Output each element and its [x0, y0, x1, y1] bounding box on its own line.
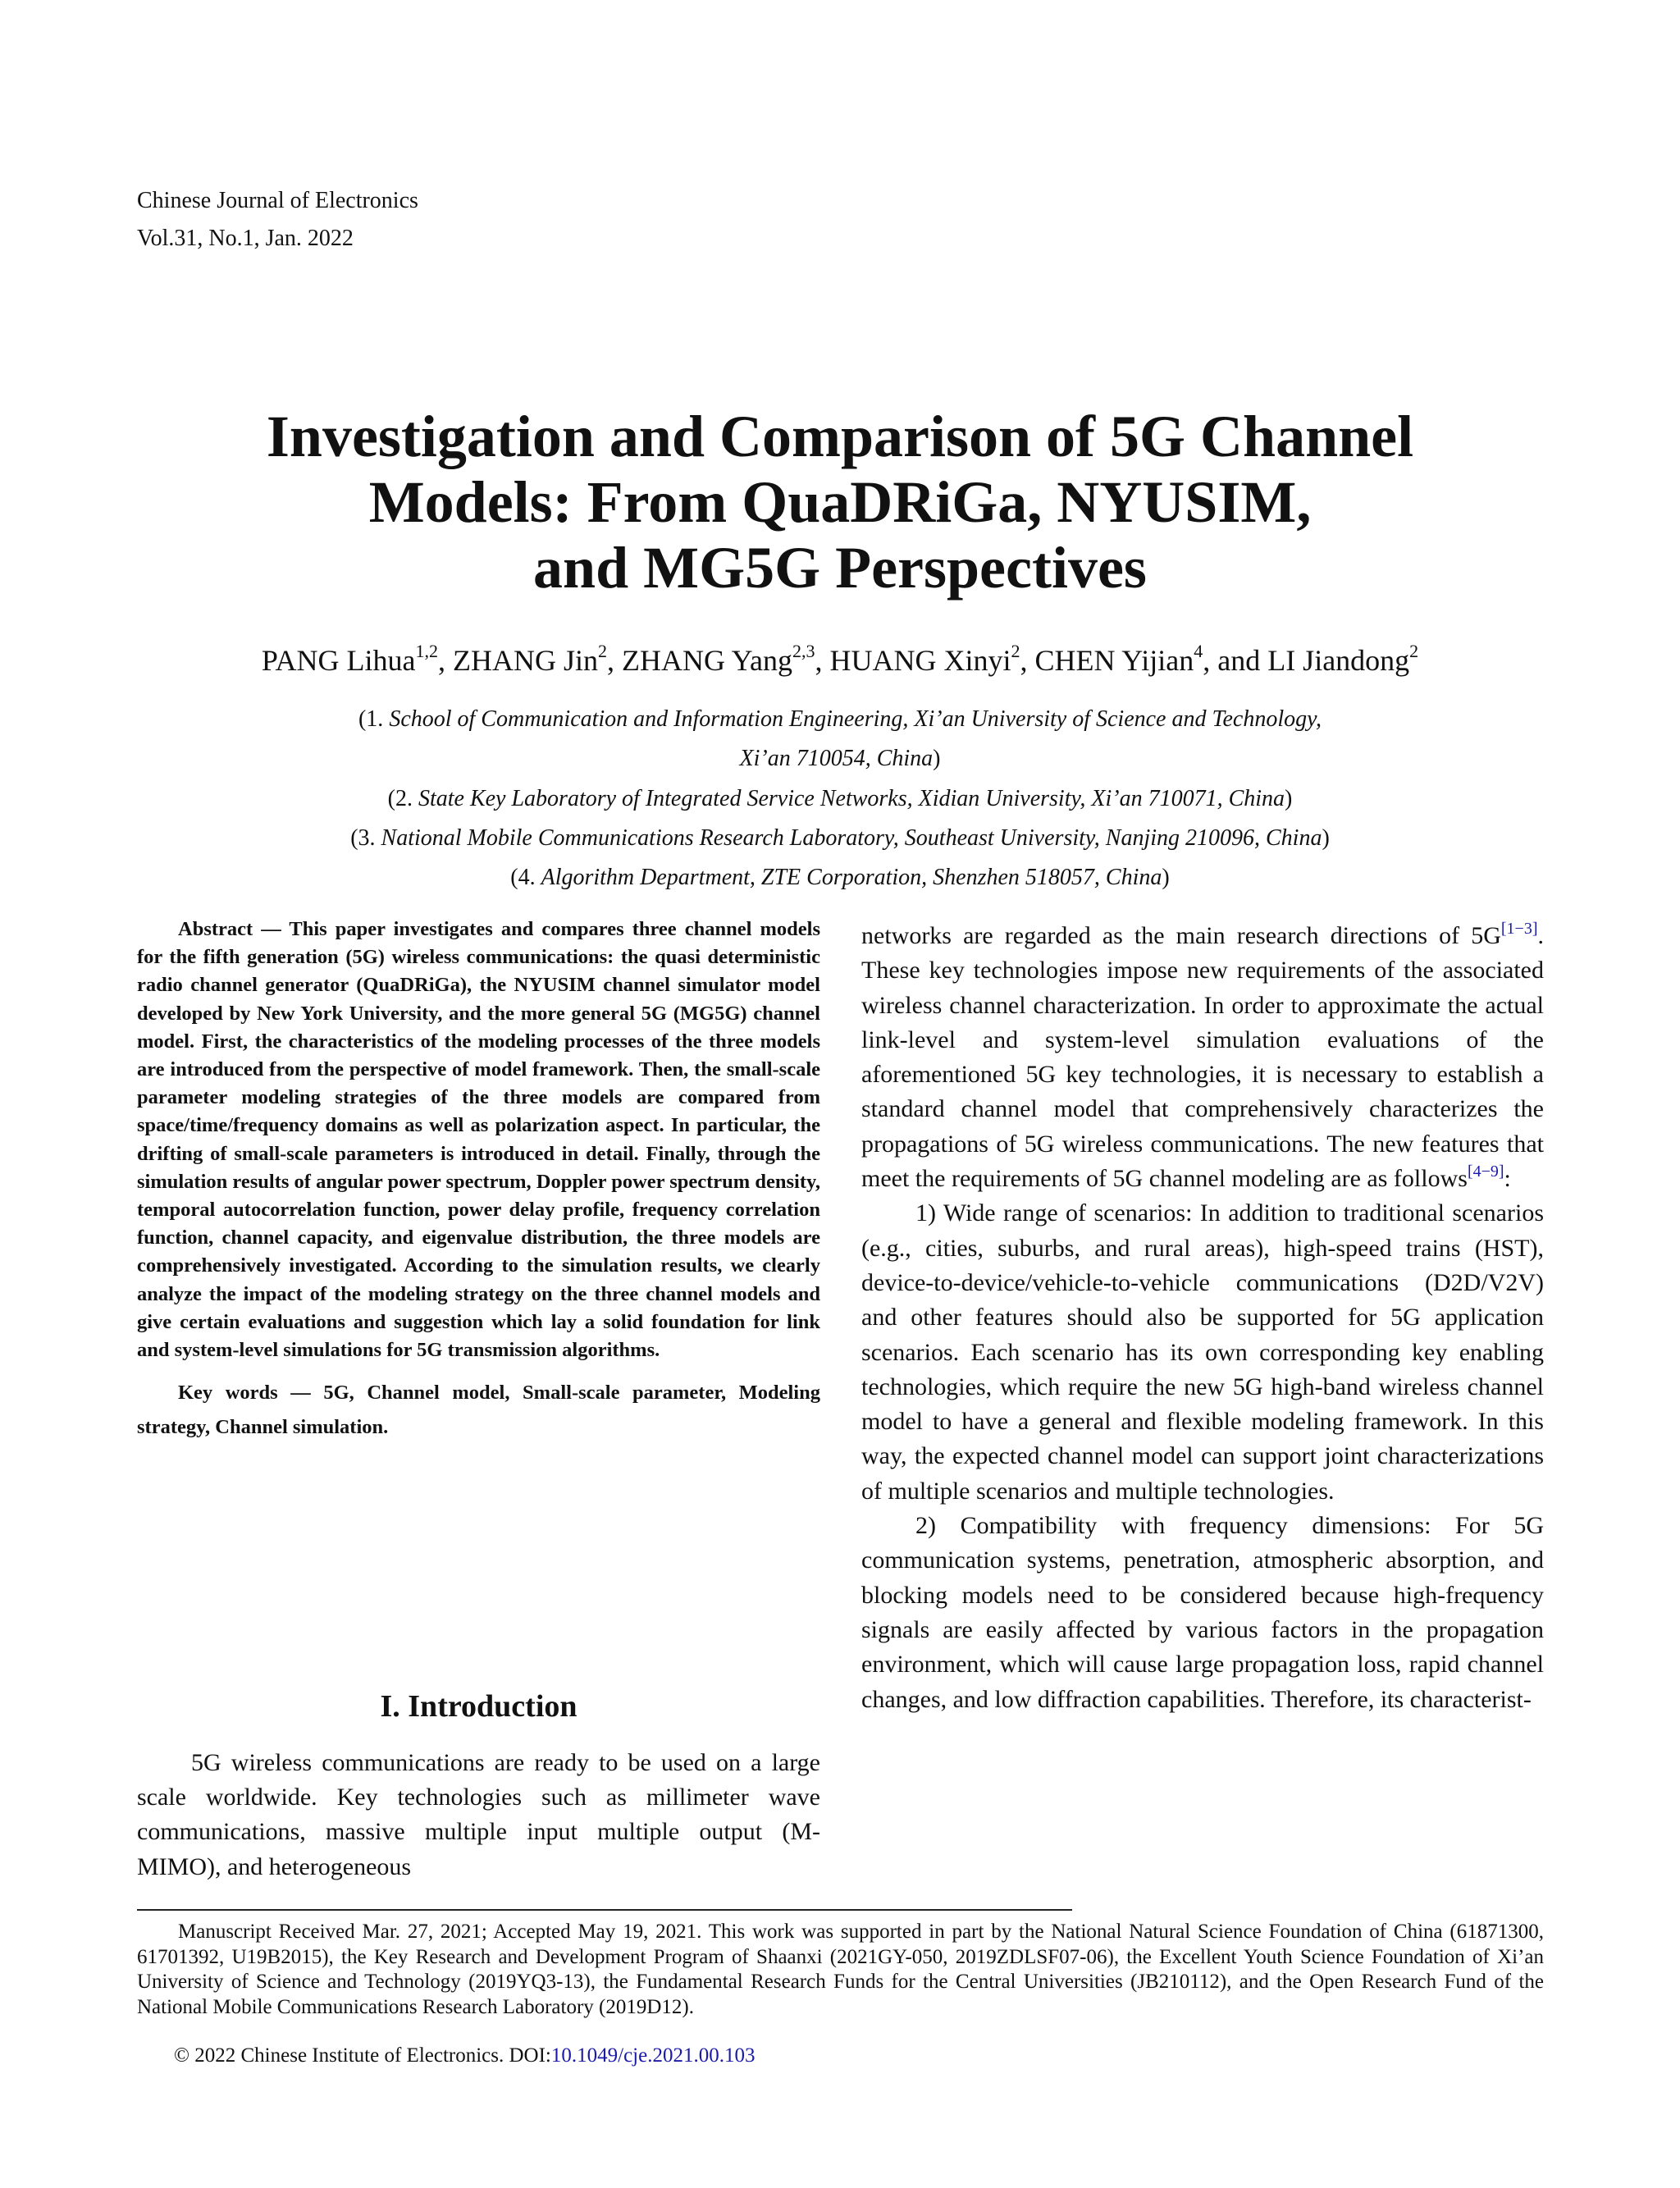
affiliation-text: State Key Laboratory of Integrated Service Networks, Xidian University, Xi’an 710071, China [418, 786, 1285, 811]
paragraph-text: . These key technologies impose new requirements of the associated wireless channel characterization. In order to approximate the actual link-level and system-level simulation evaluations of the aforementioned 5G key technologies, it is necessary to establish a standard channel model that comprehensively characterizes the propagations of 5G wireless communications. The new features that meet the requirements of 5G channel modeling are as follows [861, 922, 1544, 1193]
author-affil-mark: 2 [1409, 641, 1419, 661]
intro-left-column [137, 1746, 820, 1884]
citation-link[interactable]: [4−9] [1467, 1163, 1504, 1181]
footnote-divider [137, 1909, 1072, 1911]
author-affil-mark: 4 [1194, 641, 1203, 661]
author-affil-mark: 2,3 [792, 641, 815, 661]
affiliation-number: (4. [510, 865, 541, 890]
title-line-3: and MG5G Perspectives [533, 535, 1147, 601]
affiliation-number: (3. [350, 825, 381, 851]
author-separator: , and [1203, 644, 1268, 677]
paragraph-text: : [1504, 1165, 1511, 1193]
body-paragraph [861, 919, 1544, 1196]
author-separator: , [607, 644, 623, 677]
author: PANG Lihua [261, 644, 416, 677]
affiliation-2 [197, 779, 1483, 819]
author-separator: , [815, 644, 830, 677]
copyright-text: © 2022 Chinese Institute of Electronics. DOI: [174, 2044, 551, 2067]
affiliation-close: ) [1285, 786, 1293, 811]
journal-name: Chinese Journal of Electronics [137, 188, 418, 213]
affiliation-4 [197, 858, 1483, 898]
author-affil-mark: 2 [598, 641, 608, 661]
author: LI Jiandong [1267, 644, 1410, 677]
title-line-2: Models: From QuaDRiGa, NYUSIM, [368, 469, 1312, 535]
citation-link[interactable]: [1−3] [1500, 920, 1538, 938]
doi-link[interactable]: 10.1049/cje.2021.00.103 [550, 2044, 756, 2067]
author: ZHANG Yang [622, 644, 793, 677]
affiliation-close: ) [1162, 865, 1170, 890]
author: HUANG Xinyi [829, 644, 1011, 677]
abstract-block [137, 916, 820, 1445]
body-paragraph: 2) Compatibility with frequency dimensions: For 5G communication systems, penetration, atmospheric absorption, and blocking models need to be considered because high-frequency signals are easily affected by various factors in the propagation environment, which will cause large propagation loss, rapid channel changes, and low diffraction capabilities. Therefore, its characterist- [861, 1512, 1544, 1713]
copyright-line [174, 2044, 755, 2067]
title-line-1: Investigation and Comparison of 5G Channel [266, 404, 1414, 469]
author: ZHANG Jin [453, 644, 599, 677]
footnote [137, 1920, 1544, 2020]
affiliation-text-cont: Xi’an 710054, China [739, 746, 934, 771]
author-affil-mark: 2 [1011, 641, 1020, 661]
affiliation-1 [197, 700, 1483, 779]
abstract-text: Abstract — This paper investigates and compares three channel models for the fifth generation (5G) wireless communications: the quasi deterministic radio channel generator (QuaDRiGa), the NYUSIM channel simulator model developed by New York University, and the more general 5G (MG5G) channel model. First, the characteristics of the modeling processes of the three models are introduced from the perspective of model framework. Then, the small-scale parameter modeling strategies of the three models are compared from space/time/frequency domains as well as polarization aspect. In particular, the drifting of small-scale parameters is introduced in detail. Finally, through the simulation results of angular power spectrum, Doppler power spectrum density, temporal autocorrelation function, power delay profile, frequency correlation function, channel capacity, and eigenvalue distribution, the three models are comprehensively investigated. According to the simulation results, we clearly analyze the impact of the modeling strategy on the three channel models and give certain evaluations and suggestion which lay a solid foundation for link and system-level simulations for 5G transmission algorithms. [137, 918, 820, 1362]
affiliation-number: (1. [358, 706, 390, 732]
affiliation-close: ) [933, 746, 941, 771]
journal-header [137, 182, 418, 258]
journal-issue: Vol.31, No.1, Jan. 2022 [137, 226, 354, 251]
affiliation-text: Algorithm Department, ZTE Corporation, Shenzhen 518057, China [541, 865, 1162, 890]
affiliation-text: National Mobile Communications Research Laboratory, Southeast University, Nanjing 210096, China [381, 825, 1322, 851]
affiliation-3 [197, 819, 1483, 858]
intro-right-column [861, 919, 1544, 1717]
author-separator: , [438, 644, 454, 677]
affiliation-number: (2. [387, 786, 418, 811]
paragraph-text: networks are regarded as the main research directions of 5G [861, 922, 1501, 949]
author-list [0, 642, 1680, 679]
intro-paragraph: 5G wireless communications are ready to be used on a large scale worldwide. Key technologies such as millimeter wave communications, massive multiple input multiple output (M-MIMO), and heterogeneous [137, 1749, 820, 1880]
body-paragraph: 1) Wide range of scenarios: In addition to traditional scenarios (e.g., cities, suburbs, and rural areas), high-speed trains (HST), device-to-device/vehicle-to-vehicle communications (D2D/V2V) and other features should also be supported for 5G application scenarios. Each scenario has its own corresponding key enabling technologies, which require the new 5G high-band wireless channel model to have a general and flexible modeling framework. In this way, the expected channel model can support joint characterizations of multiple scenarios and multiple technologies. [861, 1199, 1544, 1505]
author-separator: , [1020, 644, 1035, 677]
keywords: Key words — 5G, Channel model, Small-scale parameter, Modeling strategy, Channel simulation. [137, 1382, 820, 1439]
footnote-text: Manuscript Received Mar. 27, 2021; Accepted May 19, 2021. This work was supported in part by the National Natural Science Foundation of China (61871300, 61701392, U19B2015), the Key Research and Development Program of Shaanxi (2021GY-050, 2019ZDLSF07-06), the Excellent Youth Science Foundation of Xi’an University of Science and Technology (2019YQ3-13), the Fundamental Research Funds for the Central Universities (JB210112), and the Open Research Fund of the National Mobile Communications Research Laboratory (2019D12). [137, 1921, 1544, 2018]
author-affil-mark: 1,2 [415, 641, 439, 661]
affiliation-text: School of Communication and Information Engineering, Xi’an University of Science and Technology, [389, 706, 1322, 732]
affiliation-close: ) [1322, 825, 1330, 851]
paper-title [0, 404, 1680, 601]
section-heading: I. Introduction [380, 1689, 578, 1724]
author: CHEN Yijian [1034, 644, 1194, 677]
